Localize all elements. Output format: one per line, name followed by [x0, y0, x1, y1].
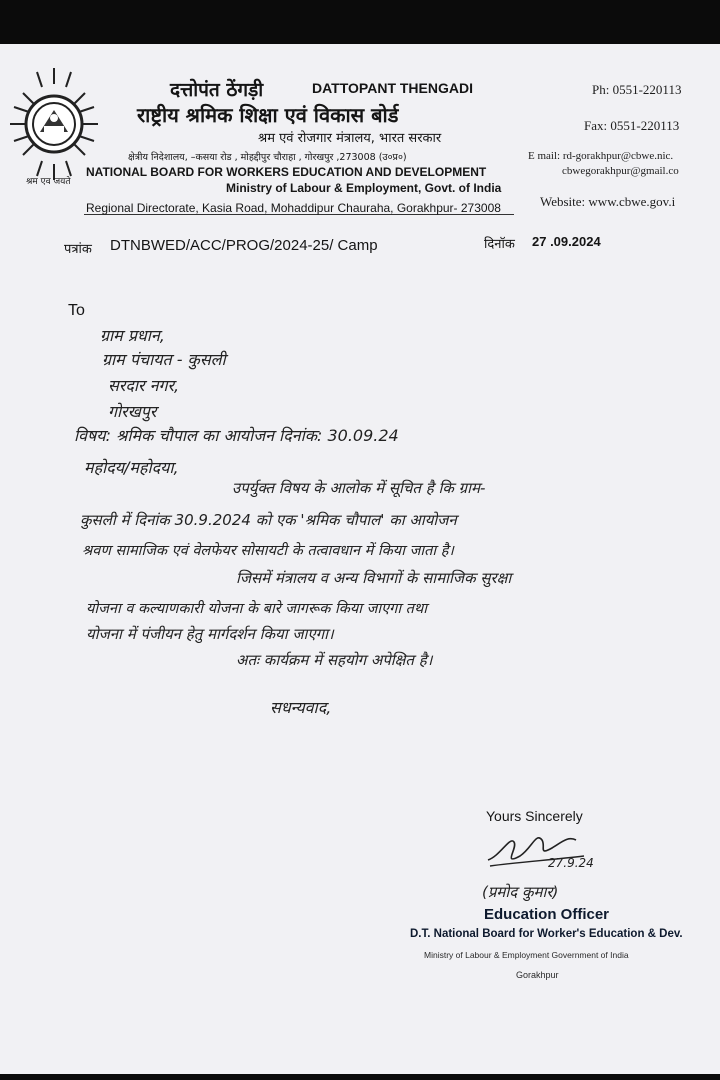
address-english: Regional Directorate, Kasia Road, Mohaddipur Chauraha, Gorakhpur- 273008 — [86, 201, 501, 215]
body-line-2: कुसली में दिनांक 30.9.2024 को एक 'श्रमिक चौपाल' का आयोजन — [80, 511, 457, 529]
thanks: सधन्यवाद, — [270, 698, 332, 717]
org-line-1: D.T. National Board for Worker's Education & Dev. — [410, 928, 683, 940]
email-line2: cbwegorakhpur@gmail.co — [562, 165, 679, 177]
email-line1: E mail: rd-gorakhpur@cbwe.nic. — [528, 150, 674, 162]
fax-number: Fax: 0551-220113 — [584, 118, 680, 133]
signatory-name-hindi: (प्रमोद कुमार) — [482, 883, 559, 901]
board-name-hindi-line1: दत्तोपंत ठेंगड़ी — [170, 79, 264, 101]
subject-line: विषय: श्रमिक चौपाल का आयोजन दिनांक: 30.09.24 — [74, 426, 399, 445]
ministry-english: Ministry of Labour & Employment, Govt. of India — [226, 181, 502, 195]
body-line-1: उपर्युक्त विषय के आलोक में सूचित है कि ग्राम- — [232, 479, 486, 497]
ministry-hindi: श्रम एवं रोजगार मंत्रालय, भारत सरकार — [258, 131, 442, 146]
body-line-3: श्रवण सामाजिक एवं वेलफेयर सोसायटी के तत्वावधान में किया जाता है। — [82, 543, 454, 559]
address-line-1: ग्राम प्रधान, — [100, 326, 165, 345]
letter-page — [0, 44, 720, 1074]
date-label: दिनॉक — [484, 237, 515, 252]
org-line-2: Ministry of Labour & Employment Government of India — [424, 950, 629, 960]
logo-motto: श्रम एव जयते — [26, 177, 71, 187]
address-line-4: गोरखपुर — [108, 402, 157, 421]
closing: Yours Sincerely — [486, 808, 583, 824]
signature-date: 27.9.24 — [548, 856, 594, 870]
org-city: Gorakhpur — [516, 970, 559, 980]
salutation: महोदय/महोदया, — [84, 458, 179, 477]
website: Website: www.cbwe.gov.i — [540, 194, 676, 209]
to-label: To — [68, 302, 85, 319]
signatory-designation: Education Officer — [484, 906, 610, 923]
body-line-5: योजना व कल्याणकारी योजना के बारे जागरूक किया जाएगा तथा — [86, 601, 427, 617]
letter-date: 27 .09.2024 — [532, 234, 601, 249]
address-hindi: क्षेत्रीय निदेशालय, –कसया रोड , मोहद्दीपुर चौराहा , गोरखपुर ,273008 (उ०प्र०) — [128, 152, 407, 163]
address-line-3: सरदार नगर, — [108, 376, 180, 395]
body-line-4: जिसमें मंत्रालय व अन्य विभागों के सामाजिक सुरक्षा — [236, 569, 512, 587]
board-name-hindi: राष्ट्रीय श्रमिक शिक्षा एवं विकास बोर्ड — [137, 103, 399, 127]
board-name-english-line1: DATTOPANT THENGADI — [312, 80, 473, 96]
phone-number: Ph: 0551-220113 — [592, 82, 682, 97]
address-line-2: ग्राम पंचायत - कुसली — [102, 350, 226, 369]
reference-number: DTNBWED/ACC/PROG/2024-25/ Camp — [110, 237, 378, 254]
body-line-6: योजना में पंजीयन हेतु मार्गदर्शन किया जाएगा। — [86, 625, 334, 643]
reference-label: पत्रांक — [64, 242, 92, 257]
body-line-7: अतः कार्यक्रम में सहयोग अपेक्षित है। — [236, 651, 433, 669]
board-name-english: NATIONAL BOARD FOR WORKERS EDUCATION AND DEVELOPMENT — [86, 165, 487, 179]
